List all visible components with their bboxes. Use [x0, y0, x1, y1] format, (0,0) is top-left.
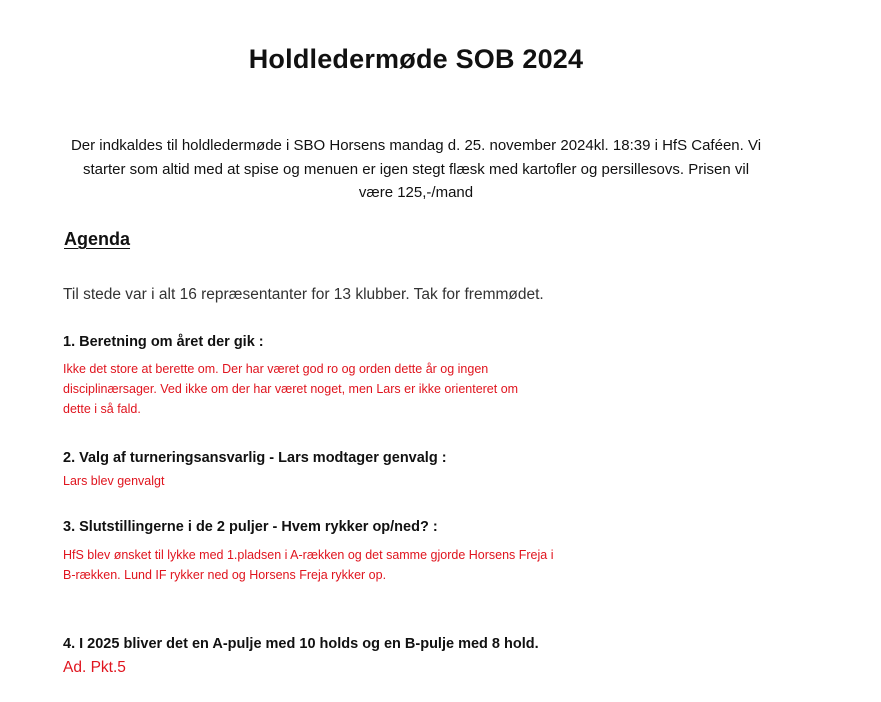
attendance-text: Til stede var i alt 16 repræsentanter for 13 klubber. Tak for fremmødet. [63, 286, 544, 303]
agenda-item-2-heading: 2. Valg af turneringsansvarlig - Lars modtager genvalg : [63, 450, 447, 466]
intro-paragraph [50, 134, 782, 205]
notes-line: dette i så fald. [63, 402, 141, 416]
agenda-item-1-heading: 1. Beretning om året der gik : [63, 334, 264, 350]
notes-line: Ikke det store at berette om. Der har været god ro og orden dette år og ingen [63, 362, 489, 376]
agenda-item-3-notes [63, 545, 623, 585]
agenda-item-4-heading: 4. I 2025 bliver det en A-pulje med 10 holds og en B-pulje med 8 hold. [63, 636, 539, 652]
notes-line: Lars blev genvalgt [63, 474, 165, 488]
notes-line: HfS blev ønsket til lykke med 1.pladsen i A-rækken og det samme gjorde Horsens Freja i [63, 548, 554, 562]
intro-line: være 125,-/mand [358, 184, 474, 201]
notes-line: disciplinærsager. Ved ikke om der har været noget, men Lars er ikke orienteret om [63, 382, 519, 396]
agenda-heading: Agenda [64, 229, 131, 249]
document-title: Holdledermøde SOB 2024 [248, 44, 584, 74]
intro-line: Der indkaldes til holdledermøde i SBO Horsens mandag d. 25. november 2024kl. 18:39 i HfS Caféen. Vi [70, 137, 762, 154]
intro-line: starter som altid med at spise og menuen er igen stegt flæsk med kartofler og persillesovs. Prisen vil [82, 160, 750, 178]
agenda-item-4-notes: Ad. Pkt.5 [63, 659, 126, 676]
agenda-item-1-notes [63, 359, 603, 419]
agenda-item-3-heading: 3. Slutstillingerne i de 2 puljer - Hvem rykker op/ned? : [63, 519, 438, 535]
notes-line: B-rækken. Lund IF rykker ned og Horsens Freja rykker op. [63, 568, 387, 582]
agenda-item-2-notes [63, 471, 164, 491]
